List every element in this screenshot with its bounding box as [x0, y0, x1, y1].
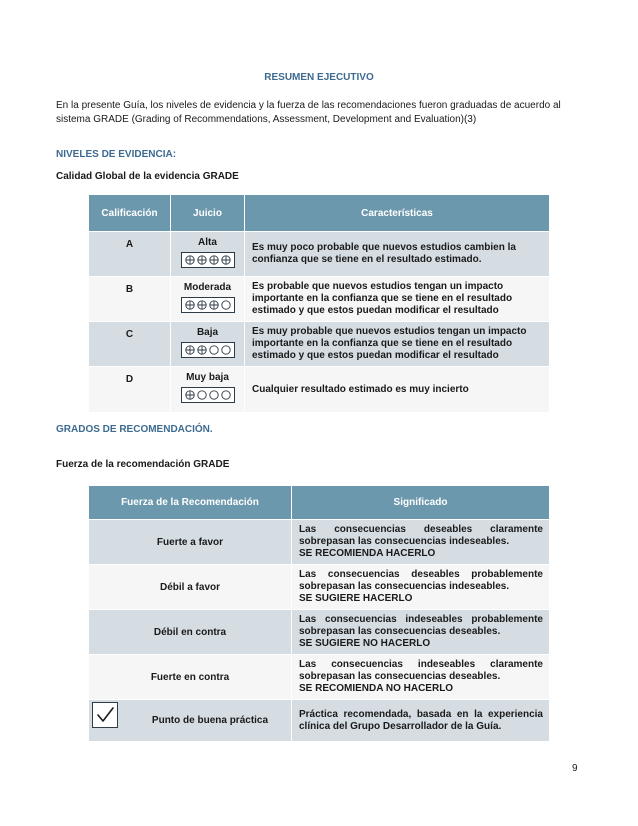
table-row	[89, 232, 550, 277]
table-row	[89, 367, 550, 413]
empty-circle-icon	[221, 300, 231, 310]
evidence-table-header	[89, 195, 550, 232]
good-practice-checkbox	[92, 702, 118, 728]
judgement-cell	[171, 322, 245, 367]
judgement-cell	[171, 367, 245, 413]
intro-grade-expansion: (Grading of Recommendations, Assessment, Development and Evaluation)(3)	[131, 114, 477, 125]
meaning-text: Las consecuencias deseables claramente sobrepasan las consecuencias indeseables.	[299, 524, 543, 547]
meaning-text: Las consecuencias deseables probablemente sobrepasan las consecuencias indeseables.	[299, 569, 543, 592]
intro-text: En la presente Guía, los niveles de evidencia y la fuerza de las recomendaciones fueron graduadas de acuerdo al sistema GRADE	[56, 100, 561, 125]
circle-plus-icon	[197, 300, 207, 310]
action-text: SE SUGIERE HACERLO	[299, 593, 413, 604]
header-calificacion: Calificación	[89, 195, 171, 232]
quality-symbols	[181, 387, 235, 403]
description-cell: Cualquier resultado estimado es muy incierto	[245, 367, 550, 413]
meaning-cell	[292, 565, 550, 610]
description-cell: Es probable que nuevos estudios tengan un impacto importante en la confianza que se tiene en el resultado estimado y que estos puedan modificar el resultado	[245, 277, 550, 322]
empty-circle-icon	[221, 390, 231, 400]
circle-plus-icon	[185, 345, 195, 355]
header-significado: Significado	[292, 486, 550, 520]
judgement-label: Moderada	[183, 282, 232, 293]
meaning-cell	[292, 520, 550, 565]
grade-cell: A	[89, 232, 171, 277]
description-cell: Es muy probable que nuevos estudios tengan un impacto importante en la confianza que se tiene en el resultado estimado y que estos puedan modificar el resultado	[245, 322, 550, 367]
circle-plus-icon	[185, 300, 195, 310]
judgement-label: Muy baja	[186, 372, 229, 383]
table-row	[89, 565, 550, 610]
quality-symbols	[181, 342, 235, 358]
section-heading-evidence: NIVELES DE EVIDENCIA:	[56, 149, 177, 160]
meaning-cell	[292, 700, 550, 742]
empty-circle-icon	[209, 345, 219, 355]
strength-cell: Fuerte a favor	[89, 520, 292, 565]
table-row	[89, 277, 550, 322]
table-row	[89, 322, 550, 367]
subtitle-recommendation-strength: Fuerza de la recomendación GRADE	[56, 459, 230, 470]
empty-circle-icon	[221, 345, 231, 355]
judgement-label: Baja	[196, 327, 219, 338]
meaning-text: Las consecuencias indeseables claramente sobrepasan las consecuencias deseables.	[299, 659, 543, 682]
table-row	[89, 700, 550, 742]
meaning-cell	[292, 610, 550, 655]
page-title: RESUMEN EJECUTIVO	[264, 72, 374, 83]
circle-plus-icon	[197, 345, 207, 355]
strength-cell: Fuerte en contra	[89, 655, 292, 700]
judgement-cell	[171, 232, 245, 277]
header-fuerza: Fuerza de la Recomendación	[89, 486, 292, 520]
empty-circle-icon	[209, 390, 219, 400]
description-cell: Es muy poco probable que nuevos estudios cambien la confianza que se tiene en el resultado estimado.	[245, 232, 550, 277]
circle-plus-icon	[197, 255, 207, 265]
quality-symbols	[181, 297, 235, 313]
strength-cell: Débil en contra	[89, 610, 292, 655]
page-number: 9	[572, 763, 578, 774]
grade-cell: D	[89, 367, 171, 413]
meaning-cell	[292, 655, 550, 700]
meaning-text: Las consecuencias indeseables probablemente sobrepasan las consecuencias deseables.	[299, 614, 543, 637]
checkmark-icon	[93, 703, 117, 727]
circle-plus-icon	[221, 255, 231, 265]
table-row	[89, 610, 550, 655]
circle-plus-icon	[209, 255, 219, 265]
table-row	[89, 655, 550, 700]
recommendation-table-header	[89, 486, 550, 520]
action-text: SE SUGIERE NO HACERLO	[299, 638, 431, 649]
judgement-label: Alta	[198, 237, 217, 248]
action-text: SE RECOMIENDA NO HACERLO	[299, 683, 454, 694]
grade-cell: C	[89, 322, 171, 367]
intro-paragraph	[56, 99, 586, 127]
evidence-table	[88, 194, 550, 413]
grade-cell: B	[89, 277, 171, 322]
judgement-cell	[171, 277, 245, 322]
recommendation-table	[88, 485, 550, 742]
circle-plus-icon	[209, 300, 219, 310]
table-row	[89, 520, 550, 565]
quality-symbols	[181, 252, 235, 268]
strength-cell: Débil a favor	[89, 565, 292, 610]
circle-plus-icon	[185, 390, 195, 400]
meaning-text: Práctica recomendada, basada en la experiencia clínica del Grupo Desarrollador de la Guía.	[299, 708, 543, 732]
section-heading-recommendation: GRADOS DE RECOMENDACIÓN.	[56, 424, 213, 435]
action-text: SE RECOMIENDA HACERLO	[299, 548, 436, 559]
subtitle-evidence-quality: Calidad Global de la evidencia GRADE	[56, 171, 239, 182]
strength-cell: Punto de buena práctica	[89, 700, 292, 742]
circle-plus-icon	[185, 255, 195, 265]
empty-circle-icon	[197, 390, 207, 400]
header-juicio: Juicio	[171, 195, 245, 232]
header-caracteristicas: Características	[245, 195, 550, 232]
